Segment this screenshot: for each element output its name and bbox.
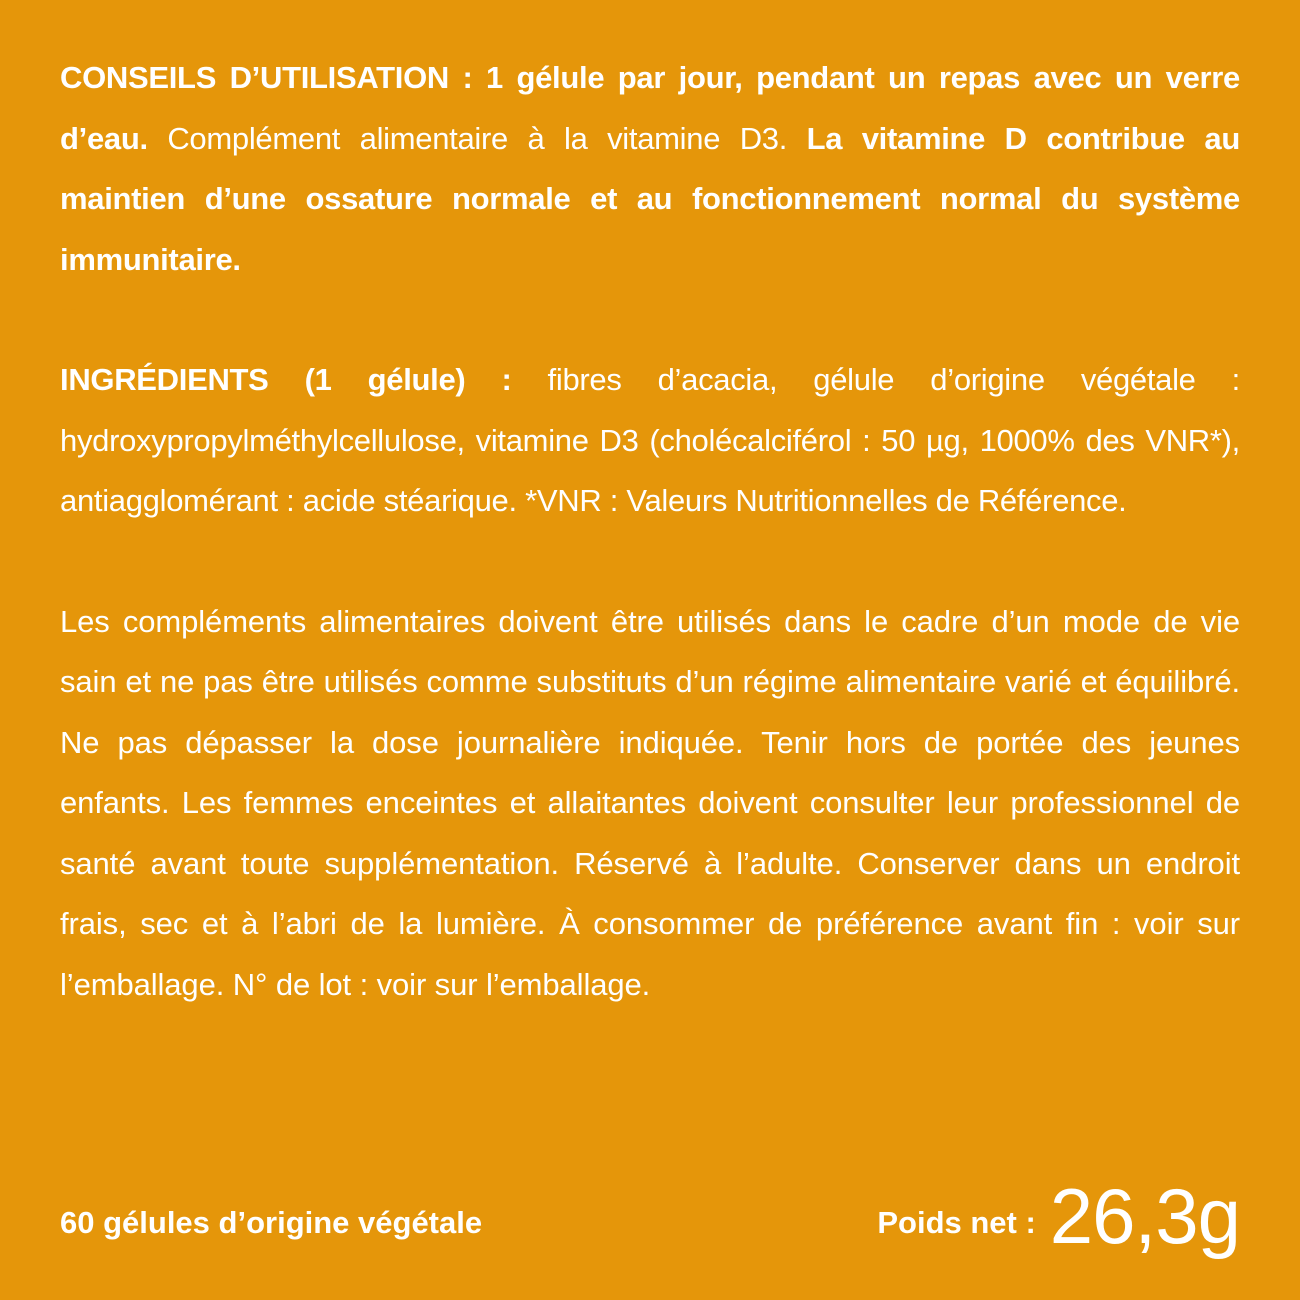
capsule-count: 60 gélules d’origine végétale (60, 1205, 483, 1240)
net-weight-value: 26,3g (1049, 1172, 1240, 1260)
usage-claim: La vitamine D contribue au maintien d’une ossature normale et au fonctionnement normal du système immunitaire. (60, 120, 1240, 277)
warnings-section (60, 592, 1240, 1016)
net-weight-label: Poids net : (877, 1205, 1036, 1240)
ingredients-section (60, 350, 1240, 532)
warnings-text: Les compléments alimentaires doivent être utilisés dans le cadre d’un mode de vie sain et ne pas être utilisés comme substituts d’un régime alimentaire varié et équilibré. Ne pas dépasser la dose journalière indiquée. Tenir hors de portée des jeunes enfants. Les femmes enceintes et allaitantes doivent consulter leur professionnel de santé avant toute supplémentation. Réservé à l’adulte. Conserver dans un endroit frais, sec et à l’abri de la lumière. À consommer de préférence avant fin : voir sur l’emballage. N° de lot : voir sur l’emballage. (60, 603, 1240, 1002)
ingredients-text: fibres d’acacia, gélule d’origine végétale : hydroxypropylméthylcellulose, vitamine D3 (cholécalciférol : 50 µg, 1000% des VNR*), antiagglomérant : acide stéarique. *VNR : Valeurs Nutritionnelles de Référence. (60, 362, 1240, 518)
net-weight (877, 1172, 1240, 1260)
usage-section (60, 48, 1240, 290)
usage-instructions: 1 gélule par jour, pendant un repas avec un verre d’eau. (60, 60, 1240, 156)
ingredients-heading: INGRÉDIENTS (1 gélule) : (60, 362, 548, 397)
footer (60, 1165, 1240, 1260)
usage-description: Complément alimentaire à la vitamine D3. (147, 120, 807, 156)
label-text-panel (60, 48, 1240, 1015)
usage-heading: CONSEILS D’UTILISATION : (60, 60, 487, 95)
